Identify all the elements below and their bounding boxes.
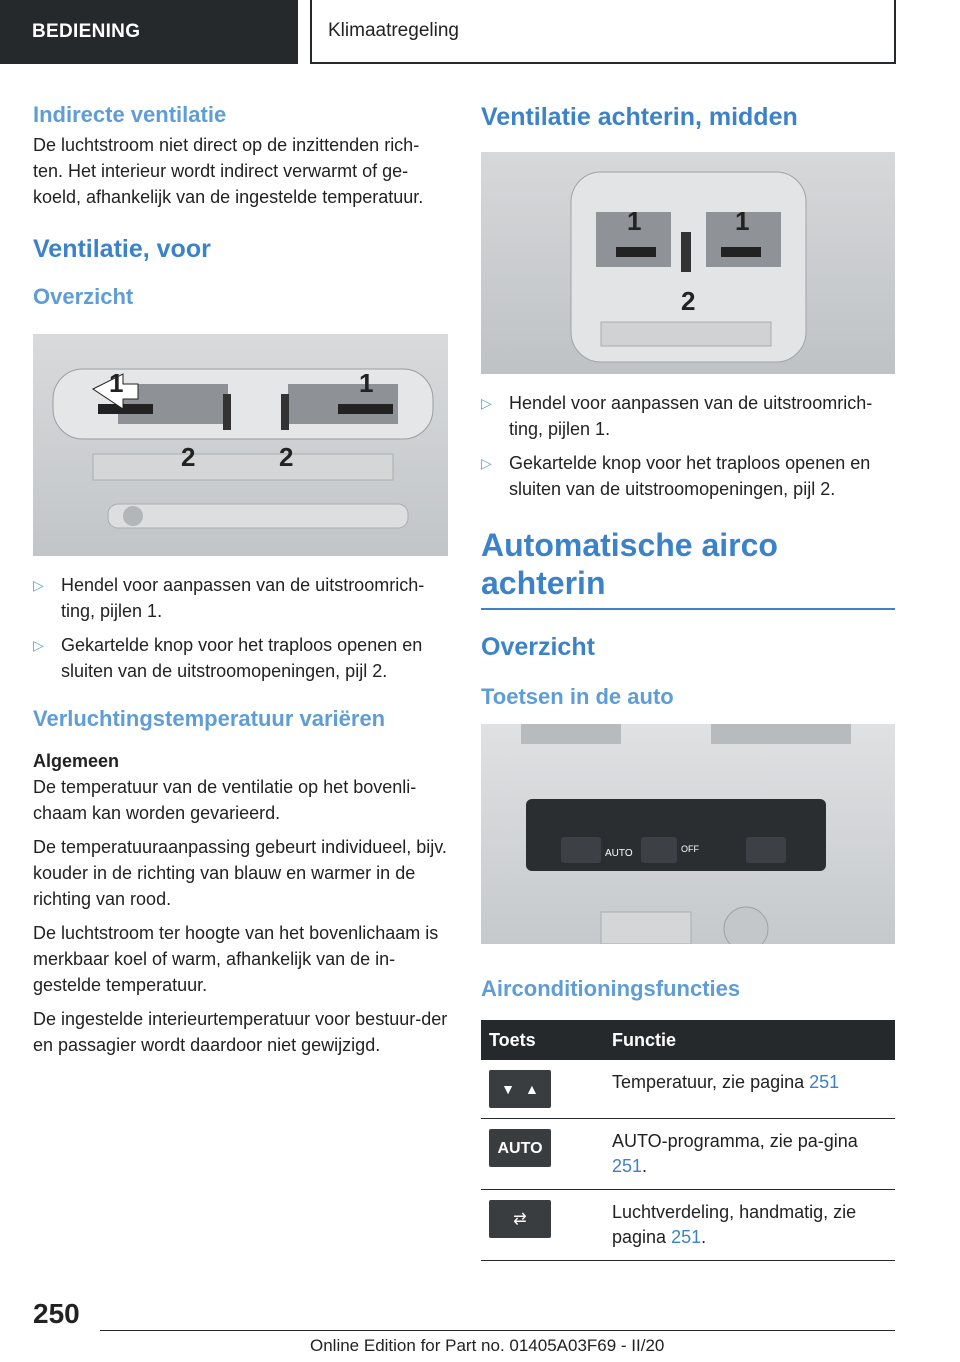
arrow-label-1a: 1 (109, 368, 124, 398)
rear-control-panel-photo (481, 724, 895, 944)
arrow-label-1b: 1 (735, 206, 750, 236)
heading-rule (481, 608, 895, 610)
front-ventilation-heading: Ventilatie, voor (33, 235, 211, 263)
air-distribution-icon: ⇄ (489, 1200, 551, 1238)
function-text: Temperatuur, zie pagina (612, 1072, 810, 1092)
bullet-text: Hendel voor aanpassen van de uitstroomrich-ting, pijlen 1. (61, 575, 425, 621)
column-header-function: Functie (604, 1020, 895, 1060)
indirect-ventilation-heading: Indirecte ventilatie (33, 102, 227, 127)
buttons-heading: Toetsen in de auto (481, 684, 674, 709)
paragraph: De temperatuuraanpassing gebeurt individueel, bijv. kouder in de richting van blauw en warmer in de richting van rood. (33, 837, 447, 909)
table-cell-function (604, 1190, 895, 1261)
rear-vents-bullets (481, 390, 895, 502)
left-column (33, 100, 448, 1058)
front-vents-photo (33, 334, 448, 556)
chapter-tab (310, 0, 896, 64)
rear-middle-heading: Ventilatie achterin, midden (481, 103, 798, 131)
arrow-label-1a: 1 (627, 206, 642, 236)
temperature-arrows-icon: ▼ ▲ (489, 1070, 551, 1108)
front-vents-illustration (33, 334, 448, 556)
front-vents-bullets (33, 572, 448, 684)
chapter-label: Klimaatregeling (328, 20, 459, 41)
bullet-text: Gekartelde knop voor het traploos openen en sluiten van de uitstroomopeningen, pijl 2. (509, 453, 871, 499)
arrow-label-1b: 1 (359, 368, 374, 398)
function-text: Luchtverdeling, handmatig, zie pagina (612, 1202, 857, 1247)
rear-vents-photo (481, 152, 895, 374)
page-link[interactable]: 251 (612, 1156, 643, 1176)
section-label: BEDIENING (32, 21, 141, 42)
triangle-bullet-icon: ▷ (481, 395, 492, 411)
arrow-label-2: 2 (681, 286, 696, 316)
function-text: AUTO-programma, zie pa-gina (612, 1131, 858, 1151)
control-panel-illustration (481, 724, 895, 944)
triangle-bullet-icon: ▷ (33, 637, 44, 653)
table-cell-key (481, 1060, 604, 1119)
right-column (481, 100, 895, 1261)
bullet-text: Hendel voor aanpassen van de uitstroomrich-ting, pijlen 1. (509, 393, 873, 439)
table-row (481, 1119, 895, 1190)
paragraph: De temperatuur van de ventilatie op het bovenli-chaam kan worden gevarieerd. (33, 777, 417, 823)
table-row (481, 1060, 895, 1119)
function-suffix: . (701, 1227, 707, 1247)
arrow-label-2b: 2 (279, 442, 294, 472)
rear-vents-illustration (481, 152, 895, 374)
triangle-bullet-icon: ▷ (33, 577, 44, 593)
edition-note: Online Edition for Part no. 01405A03F69 - II/20 (310, 1336, 665, 1355)
overview-heading: Overzicht (33, 284, 134, 309)
page-link[interactable]: 251 (671, 1227, 702, 1247)
auto-icon: AUTO (489, 1129, 551, 1167)
overview-heading: Overzicht (481, 633, 595, 661)
function-suffix: . (642, 1156, 648, 1176)
triangle-bullet-icon: ▷ (481, 455, 492, 471)
auto-label: AUTO (605, 848, 633, 859)
page-link[interactable]: 251 (809, 1072, 840, 1092)
table-cell-function (604, 1060, 895, 1119)
list-item (33, 572, 448, 624)
functions-table (481, 1020, 895, 1261)
table-cell-key (481, 1190, 604, 1261)
off-label: OFF (681, 844, 699, 854)
list-item (481, 390, 895, 442)
table-row (481, 1190, 895, 1261)
arrow-label-2a: 2 (181, 442, 196, 472)
auto-aircon-heading: Automatische airco achterin (481, 527, 778, 601)
section-tab (0, 0, 298, 64)
table-cell-key (481, 1119, 604, 1190)
bullet-text: Gekartelde knop voor het traploos openen en sluiten van de uitstroomopeningen, pijl 2. (61, 635, 423, 681)
indirect-ventilation-text: De luchtstroom niet direct op de inzittenden rich-ten. Het interieur wordt indirect verwarmt of ge-koeld, afhankelijk van de ingestelde temperatuur. (33, 135, 424, 207)
list-item (33, 632, 448, 684)
paragraph: De ingestelde interieurtemperatuur voor bestuur-der en passagier wordt daardoor niet gewijzigd. (33, 1009, 448, 1055)
table-cell-function (604, 1119, 895, 1190)
column-header-key: Toets (481, 1020, 604, 1060)
footer-rule (100, 1330, 895, 1331)
list-item (481, 450, 895, 502)
paragraph: De luchtstroom ter hoogte van het bovenlichaam is merkbaar koel of warm, afhankelijk van de in-gestelde temperatuur. (33, 923, 439, 995)
general-subheading: Algemeen (33, 751, 120, 771)
functions-heading: Airconditioningsfuncties (481, 976, 741, 1001)
vary-temperature-heading: Verluchtingstemperatuur variëren (33, 706, 386, 731)
table-header-row (481, 1020, 895, 1060)
page-number: 250 (33, 1298, 80, 1329)
